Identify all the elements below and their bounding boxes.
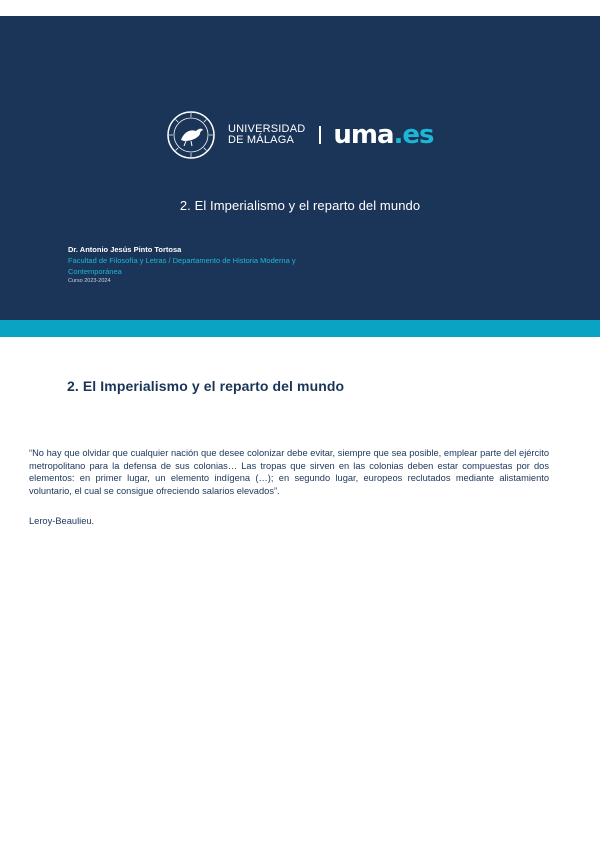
course-year: Curso 2023-2024 [68, 278, 111, 284]
wordmark-accent: .es [393, 120, 434, 150]
cover-title: 2. El Imperialismo y el reparto del mundo [179, 198, 421, 213]
cover-banner [0, 16, 600, 320]
wordmark-main: uma [333, 120, 394, 150]
university-name-line1: UNIVERSIDAD [228, 123, 306, 135]
page-top-margin [0, 0, 600, 16]
section-title: 2. El Imperialismo y el reparto del mundo [67, 378, 345, 394]
uma-wordmark [333, 122, 433, 148]
logo-separator [319, 126, 321, 144]
historical-quote: “No hay que olvidar que cualquier nación que desee colonizar debe evitar, siempre que sea posible, emplear parte del ejército metropolitano para la defensa de sus colonias… Las tropas que sirven en las colonias deben estar compuestas por dos elementos: en primer lugar, un elemento indígena (…); en segundo lugar, europeos reclutados mediante alistamiento voluntario, el cual se consigue ofreciendo salarios elevados”. [29, 448, 549, 496]
quote-attribution: Leroy-Beaulieu. [29, 516, 95, 526]
university-seal-icon [166, 110, 216, 160]
author-name: Dr. Antonio Jesús Pinto Tortosa [68, 245, 182, 254]
university-logo [166, 108, 434, 162]
university-name [228, 124, 305, 146]
author-block [68, 244, 308, 285]
faculty-department: Facultad de Filosofía y Letras / Departamento de Historia Moderna y Contemporánea [68, 256, 296, 276]
accent-stripe [0, 320, 600, 337]
university-name-line2: DE MÁLAGA [228, 134, 294, 146]
